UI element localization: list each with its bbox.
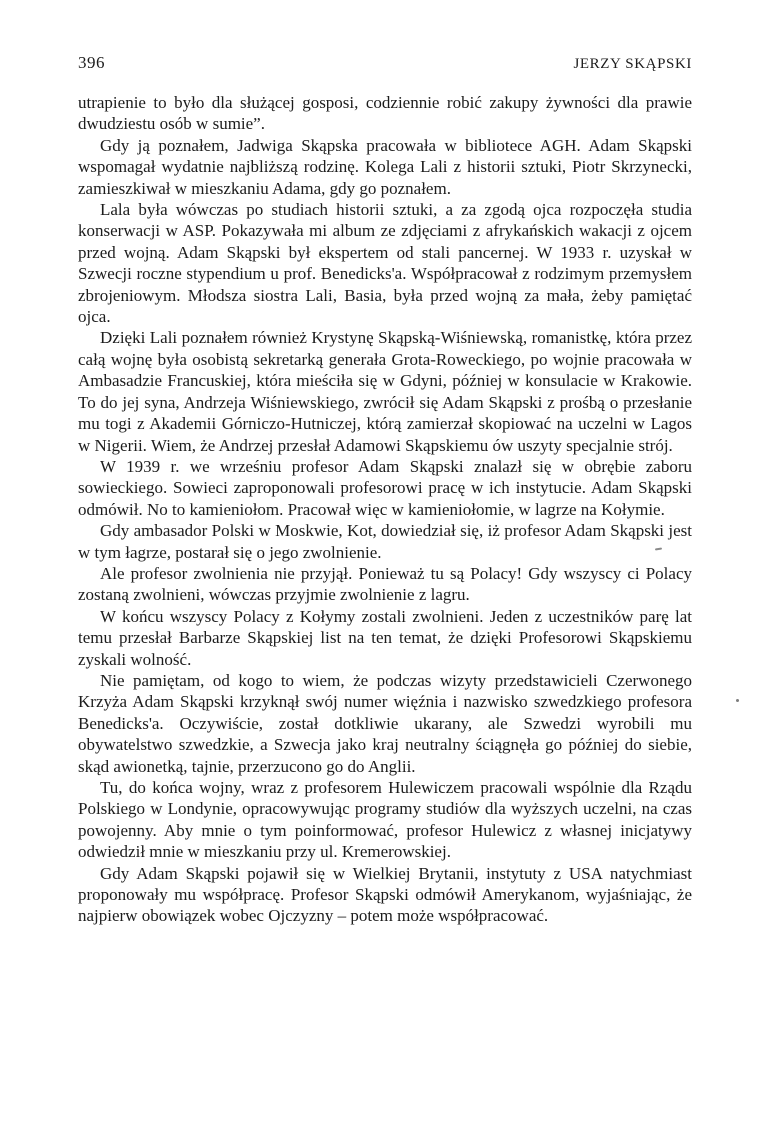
paragraph: W 1939 r. we wrześniu profesor Adam Skąpski znalazł się w obrębie zaboru sowieckiego. Sowieci zaproponowali profesorowi pracę w ich instytucie. Adam Skąpski odmówił. No to kamieniołom. Pracował więc w kamieniołomie, w lagrze na Kołymie.	[78, 456, 692, 519]
paragraph: Gdy ją poznałem, Jadwiga Skąpska pracowała w bibliotece AGH. Adam Skąpski wspomagał wydatnie najbliższą rodzinę. Kolega Lali z historii sztuki, Piotr Skrzynecki, zamieszkiwał w mieszkaniu Adama, gdy go poznałem.	[78, 135, 692, 198]
document-body	[78, 92, 692, 927]
page-number: 396	[78, 53, 105, 72]
paragraph: Dzięki Lali poznałem również Krystynę Skąpską-Wiśniewską, romanistkę, która przez całą wojnę była osobistą sekretarką generała Grota-Roweckiego, po wojnie pracowała w Ambasadzie Francuskiej, która mieściła się w Gdyni, później w konsulacie w Krakowie. To do jej syna, Andrzeja Wiśniewskiego, zwrócił się Adam Skąpski z prośbą o przesłanie mu togi z Akademii Górniczo-Hutniczej, którą zamierzał skopiować na uczelni w Lagos w Nigerii. Wiem, że Andrzej przesłał Adamowi Skąpskiemu ów uszyty specjalnie strój.	[78, 328, 692, 455]
page-header	[78, 53, 692, 73]
paragraph: Lala była wówczas po studiach historii sztuki, a za zgodą ojca rozpoczęła studia konserwacji w ASP. Pokazywała mi album ze zdjęciami z afrykańskich wakacji z ojcem przed wojną. Adam Skąpski był ekspertem od stali pancernej. W 1933 r. uzyskał w Szwecji roczne stypendium u prof. Benedicks'a. Współpracował z rodzimym przemysłem zbrojeniowym. Młodsza siostra Lali, Basia, była przed wojną za mała, żeby pamiętać ojca.	[78, 200, 692, 327]
paragraph: Gdy Adam Skąpski pojawił się w Wielkiej Brytanii, instytuty z USA natychmiast proponowały mu współpracę. Profesor Skąpski odmówił Amerykanom, wyjaśniając, że najpierw obowiązek wobec Ojczyzny – potem może współpracować.	[78, 863, 692, 926]
scan-speck-dot	[736, 699, 739, 702]
paragraph: Gdy ambasador Polski w Moskwie, Kot, dowiedział się, iż profesor Adam Skąpski jest w tym łagrze, postarał się o jego zwolnienie.	[78, 521, 692, 562]
paragraph: Tu, do końca wojny, wraz z profesorem Hulewiczem pracowali wspólnie dla Rządu Polskiego w Londynie, opracowywując programy studiów dla wyższych uczelni, na czas powojenny. Aby mnie o tym poinformować, profesor Hulewicz z własnej inicjatywy odwiedził mnie w mieszkaniu przy ul. Kremerowskiej.	[78, 778, 692, 862]
paragraph: W końcu wszyscy Polacy z Kołymy zostali zwolnieni. Jeden z uczestników parę lat temu przesłał Barbarze Skąpskiej list na ten temat, że dzięki Profesorowi Skąpskiemu zyskali wolność.	[78, 606, 692, 669]
paragraph: utrapienie to było dla służącej gosposi, codziennie robić zakupy żywności dla prawie dwudziestu osób w sumie”.	[78, 93, 692, 134]
paragraph: Ale profesor zwolnienia nie przyjął. Ponieważ tu są Polacy! Gdy wszyscy ci Polacy zostaną zwolnieni, wówczas przyjmie zwolnienie z lagru.	[78, 563, 692, 605]
running-head-author: JERZY SKĄPSKI	[573, 56, 692, 72]
paragraph: Nie pamiętam, od kogo to wiem, że podczas wizyty przedstawicieli Czerwonego Krzyża Adam Skąpski krzyknął swój numer więźnia i nazwisko szwedzkiego profesora Benedicks'a. Oczywiście, został dotkliwie ukarany, ale Szwedzi wyrobili mu obywatelstwo szwedzkie, a Szwecja jako kraj neutralny ściągnęła go później do siebie, skąd awionetką, tajnie, przerzucono go do Anglii.	[78, 670, 692, 776]
